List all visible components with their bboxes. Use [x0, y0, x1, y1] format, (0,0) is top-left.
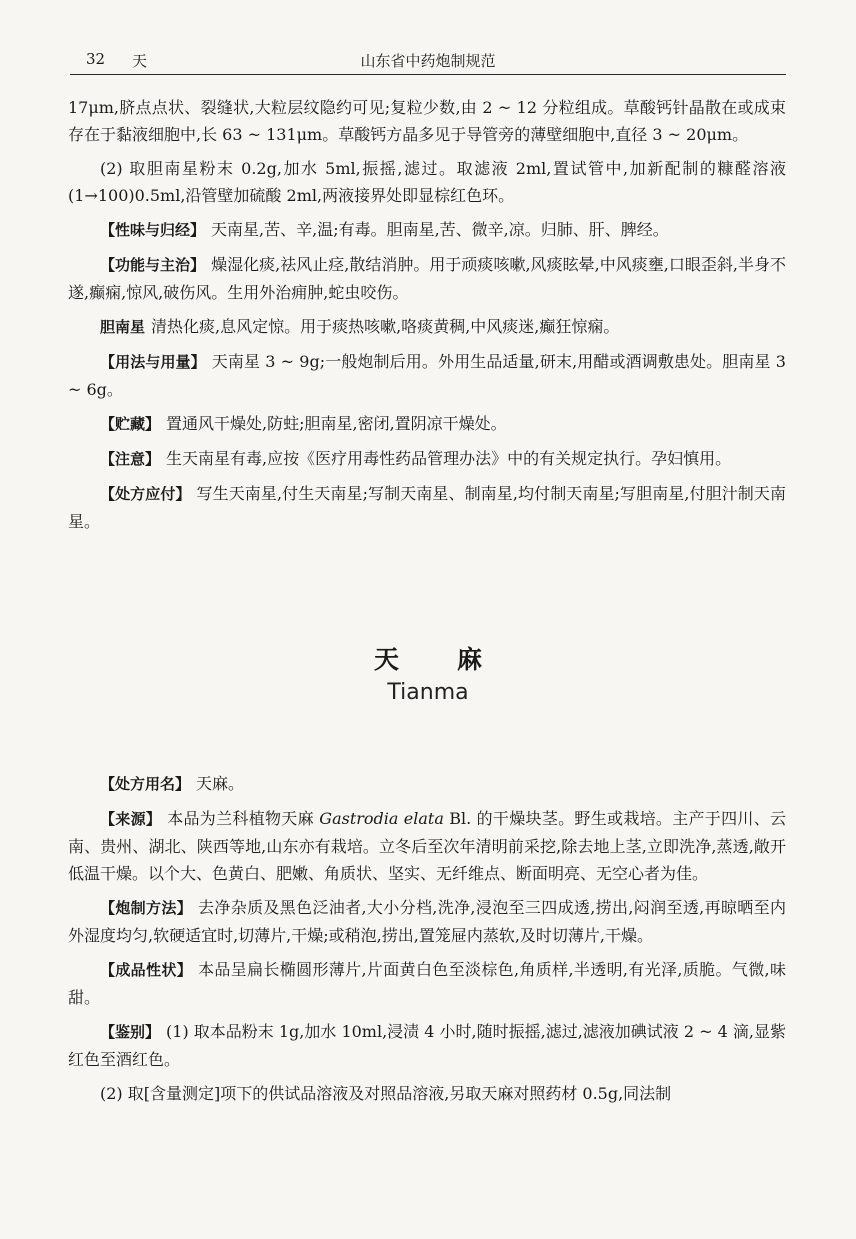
running-section: 天	[132, 52, 148, 70]
entry-title: 天麻	[373, 645, 540, 674]
product-character-label: 【成品性状】	[100, 961, 193, 979]
dispensing-paragraph	[68, 480, 786, 535]
entry-pinyin: Tianma	[387, 680, 469, 705]
identification-label: 【鉴别】	[100, 1023, 161, 1041]
source-text-a: 本品为兰科植物天麻	[167, 809, 320, 828]
nature-meridian-paragraph	[68, 216, 786, 244]
caution-paragraph	[68, 445, 786, 473]
storage-paragraph	[68, 410, 786, 438]
function-indication-text: 燥湿化痰,祛风止痉,散结消肿。用于顽痰咳嗽,风痰眩晕,中风痰壅,口眼歪斜,半身不遂,癫痫,惊风,破伤风。生用外治痈肿,蛇虫咬伤。	[68, 255, 786, 302]
identification-paragraph-2b: (2) 取[含量测定]项下的供试品溶液及对照品溶液,另取天麻对照药材 0.5g,同法制	[100, 1084, 672, 1103]
nature-meridian-label: 【性味与归经】	[100, 221, 206, 239]
dispensing-text: 写生天南星,付生天南星;写制天南星、制南星,均付制天南星;写胆南星,付胆汁制天南星。	[68, 484, 786, 531]
source-latin-name: Gastrodia elata	[319, 809, 444, 828]
running-header	[70, 48, 786, 75]
source-paragraph	[68, 805, 786, 887]
prescription-name-text: 天麻。	[196, 774, 245, 793]
product-character-text: 本品呈扁长椭圆形薄片,片面黄白色至淡棕色,角质样,半透明,有光泽,质脆。气微,味甜。	[68, 960, 786, 1007]
dannanxing-label: 胆南星	[100, 318, 146, 336]
caution-text: 生天南星有毒,应按《医疗用毒性药品管理办法》中的有关规定执行。孕妇慎用。	[166, 449, 732, 468]
storage-text: 置通风干燥处,防蛀;胆南星,密闭,置阴凉干燥处。	[166, 414, 507, 433]
function-indication-label: 【功能与主治】	[100, 256, 206, 274]
microscopy-paragraph: 17μm,脐点点状、裂缝状,大粒层纹隐约可见;复粒少数,由 2 ~ 12 分粒组成。草酸钙针晶散在或成束存在于黏液细胞中,长 63 ~ 131μm。草酸钙方晶多见于导管旁的薄壁细胞中,直径 3 ~ 20μm。	[68, 98, 786, 144]
source-label: 【来源】	[100, 810, 162, 828]
book-title: 山东省中药炮制规范	[360, 52, 496, 70]
dispensing-label: 【处方应付】	[100, 485, 191, 503]
prescription-name-label: 【处方用名】	[100, 775, 191, 793]
identification-paragraph-2: (2) 取胆南星粉末 0.2g,加水 5ml,振摇,滤过。取滤液 2ml,置试管中,加新配制的糠醛溶液(1→100)0.5ml,沿管壁加硫酸 2ml,两液接界处即显棕红色环。	[68, 159, 786, 205]
product-character-paragraph	[68, 956, 786, 1011]
dannanxing-text: 清热化痰,息风定惊。用于痰热咳嗽,咯痰黄稠,中风痰迷,癫狂惊痫。	[151, 317, 620, 336]
processing-label: 【炮制方法】	[100, 899, 193, 917]
previous-entry-continuation	[68, 94, 786, 542]
function-indication-paragraph	[68, 251, 786, 306]
usage-dosage-paragraph	[68, 348, 786, 403]
prescription-name-paragraph	[68, 770, 786, 798]
processing-text: 去净杂质及黑色泛油者,大小分档,洗净,浸泡至三四成透,捞出,闷润至透,再晾晒至内外湿度均匀,软硬适宜时,切薄片,干燥;或稍泡,捞出,置笼屉内蒸软,及时切薄片,干燥。	[68, 898, 786, 945]
usage-dosage-label: 【用法与用量】	[100, 353, 206, 371]
caution-label: 【注意】	[100, 450, 161, 468]
nature-meridian-text: 天南星,苦、辛,温;有毒。胆南星,苦、微辛,凉。归肺、肝、脾经。	[211, 220, 669, 239]
tianma-entry	[68, 770, 786, 1114]
processing-paragraph	[68, 894, 786, 949]
dannanxing-paragraph	[68, 313, 786, 341]
storage-label: 【贮藏】	[100, 415, 161, 433]
source-text-b: Bl. 的干燥块茎。野生或栽培。主产于四川、云南、贵州、湖北、陕西等地,山东亦有栽培。立冬后至次年清明前采挖,除去地上茎,立即洗净,蒸透,敞开低温干燥。以个大、色黄白、肥嫩、角质状、坚实、无纤维点、断面明亮、无空心者为佳。	[68, 809, 786, 883]
usage-dosage-text: 天南星 3 ~ 9g;一般炮制后用。外用生品适量,研末,用醋或酒调敷患处。胆南星 3 ~ 6g。	[68, 352, 786, 399]
identification-text-1: (1) 取本品粉末 1g,加水 10ml,浸渍 4 小时,随时振摇,滤过,滤液加碘试液 2 ~ 4 滴,显紫红色至酒红色。	[68, 1022, 786, 1069]
identification-paragraph	[68, 1018, 786, 1073]
page-number: 32	[86, 50, 106, 68]
